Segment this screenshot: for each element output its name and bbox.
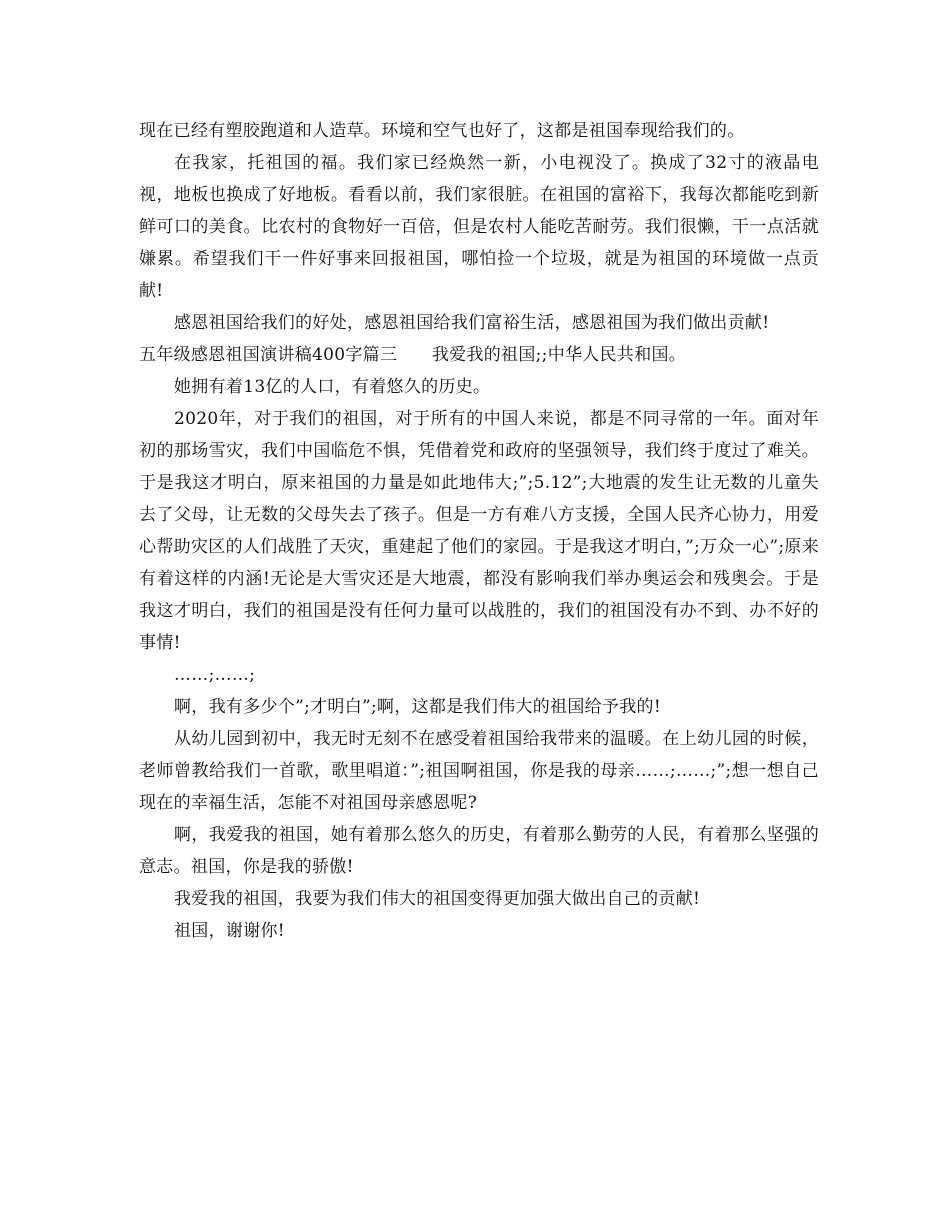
paragraph-8: 啊，我有多少个”;才明白”;啊，这都是我们伟大的祖国给予我的! <box>174 697 661 717</box>
paragraph-4: 五年级感恩祖国演讲稿400字篇三 我爱我的祖国;;中华人民共和国。 <box>139 345 687 365</box>
paragraph-10: 啊，我爱我的祖国，她有着那么悠久的历史，有着那么勤劳的人民，有着那么坚强的意志。祖国，你是我的骄傲! <box>139 825 819 877</box>
paragraph-9: 从幼儿园到初中，我无时无刻不在感受着祖国给我带来的温暖。在上幼儿园的时候，老师曾教给我们一首歌，歌里唱道：”;祖国啊祖国，你是我的母亲……;……;”;想一想自己现在的幸福生活，怎能不对祖国母亲感恩呢? <box>139 729 819 813</box>
paragraph-3: 感恩祖国给我们的好处，感恩祖国给我们富裕生活，感恩祖国为我们做出贡献! <box>174 313 770 333</box>
paragraph-7: ……;……; <box>174 665 256 685</box>
document-body <box>139 115 819 947</box>
paragraph-1: 现在已经有塑胶跑道和人造草。环境和空气也好了，这都是祖国奉现给我们的。 <box>139 121 745 141</box>
paragraph-11: 我爱我的祖国，我要为我们伟大的祖国变得更加强大做出自己的贡献! <box>174 889 701 909</box>
paragraph-5: 她拥有着13亿的人口，有着悠久的历史。 <box>174 377 491 397</box>
paragraph-2: 在我家，托祖国的福。我们家已经焕然一新，小电视没了。换成了32寸的液晶电视，地板也换成了好地板。看看以前，我们家很脏。在祖国的富裕下，我每次都能吃到新鲜可口的美食。比农村的食物好一百倍，但是农村人能吃苦耐劳。我们很懒，干一点活就嫌累。希望我们干一件好事来回报祖国，哪怕捡一个垃圾，就是为祖国的环境做一点贡献! <box>139 153 819 301</box>
paragraph-6: 2020年，对于我们的祖国，对于所有的中国人来说，都是不同寻常的一年。面对年初的那场雪灾，我们中国临危不惧，凭借着党和政府的坚强领导，我们终于度过了难关。于是我这才明白，原来祖国的力量是如此地伟大;”;5.12”;大地震的发生让无数的儿童失去了父母，让无数的父母失去了孩子。但是一方有难八方支援，全国人民齐心协力，用爱心帮助灾区的人们战胜了天灾，重建起了他们的家园。于是我这才明白，”;万众一心”;原来有着这样的内涵!无论是大雪灾还是大地震，都没有影响我们举办奥运会和残奥会。于是我这才明白，我们的祖国是没有任何力量可以战胜的，我们的祖国没有办不到、办不好的事情! <box>139 409 819 653</box>
paragraph-12: 祖国，谢谢你! <box>174 921 285 941</box>
